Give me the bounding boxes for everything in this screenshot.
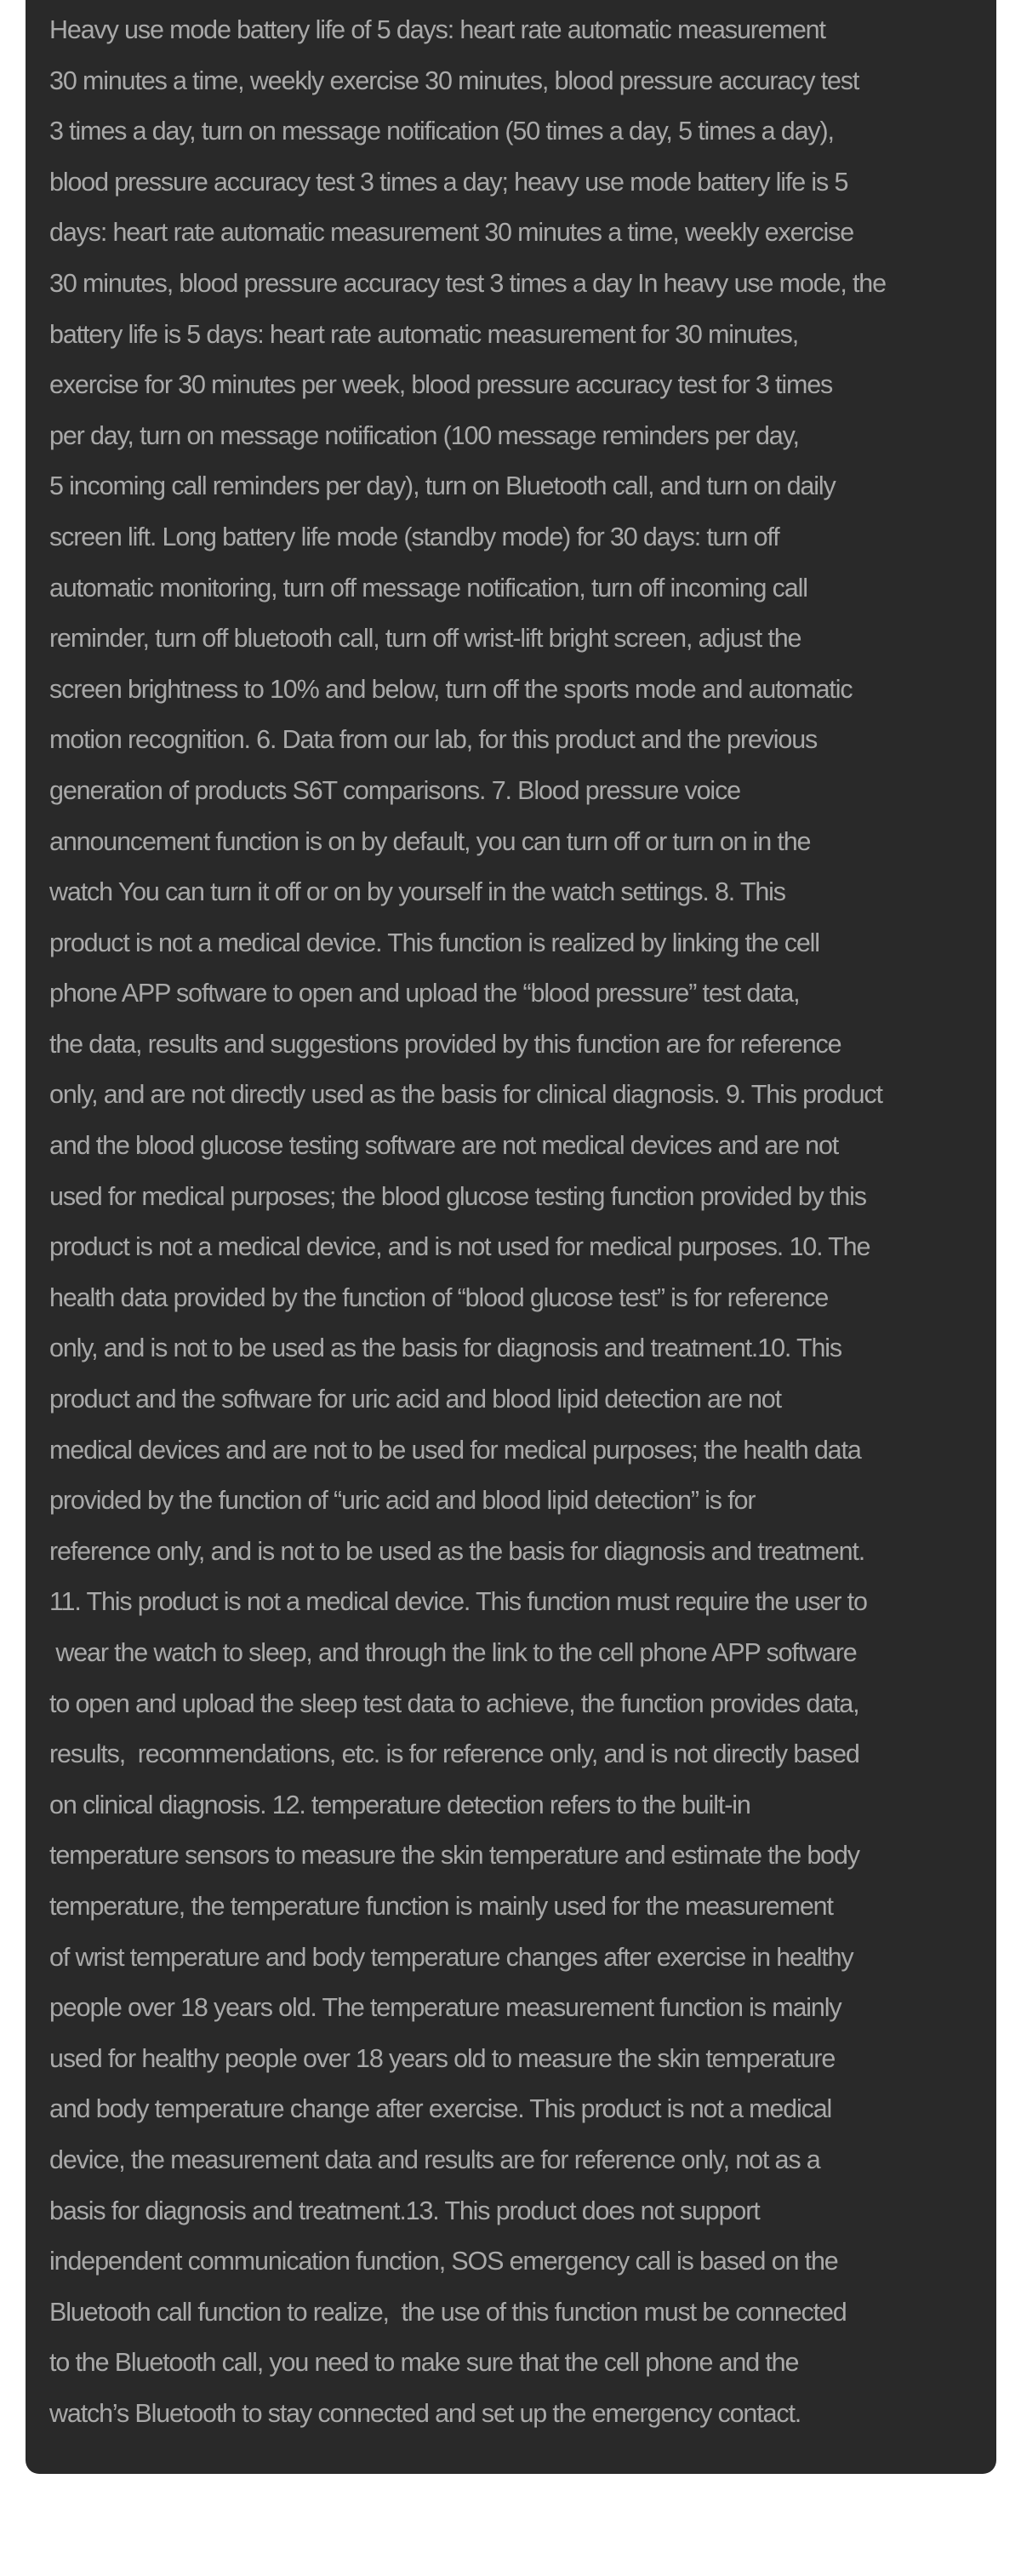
disclaimer-panel: [26, 0, 996, 2474]
disclaimer-text: Heavy use mode battery life of 5 days: heart rate automatic measurement 30 minutes a time, weekly exercise 30 minutes, blood pressure accuracy test 3 times a day, turn on message notification (50 times a day, 5 times a day), blood pressure accuracy test 3 times a day; heavy use mode battery life is 5 days: heart rate automatic measurement 30 minutes a time, weekly exercise 30 minutes, blood pressure accuracy test 3 times a day In heavy use mode, the battery life is 5 days: heart rate automatic measurement for 30 minutes, exercise for 30 minutes per week, blood pressure accuracy test for 3 times per day, turn on message notification (100 message reminders per day, 5 incoming call reminders per day), turn on Bluetooth call, and turn on daily screen lift. Long battery life mode (standby mode) for 30 days: turn off automatic monitoring, turn off message notification, turn off incoming call reminder, turn off bluetooth call, turn off wrist-lift bright screen, adjust the screen brightness to 10% and below, turn off the sports mode and automatic motion recognition. 6. Data from our lab, for this product and the previous generation of products S6T comparisons. 7. Blood pressure voice announcement function is on by default, you can turn off or turn on in the watch You can turn it off or on by yourself in the watch settings. 8. This product is not a medical device. This function is realized by linking the cell phone APP software to open and upload the “blood pressure” test data, the data, results and suggestions provided by this function are for reference only, and are not directly used as the basis for clinical diagnosis. 9. This product and the blood glucose testing software are not medical devices and are not used for medical purposes; the blood glucose testing function provided by this product is not a medical device, and is not used for medical purposes. 10. The health data provided by the function of “blood glucose test” is for reference only, and is not to be used as the basis for diagnosis and treatment.10. This product and the software for uric acid and blood lipid detection are not medical devices and are not to be used for medical purposes; the health data provided by the function of “uric acid and blood lipid detection” is for reference only, and is not to be used as the basis for diagnosis and treatment. 11. This product is not a medical device. This function must require the user to wear the watch to sleep, and through the link to the cell phone APP software to open and upload the sleep test data to achieve, the function provides data, results, recommendations, etc. is for reference only, and is not directly based on clinical diagnosis. 12. temperature detection refers to the built-in temperature sensors to measure the skin temperature and estimate the body temperature, the temperature function is mainly used for the measurement of wrist temperature and body temperature changes after exercise in healthy people over 18 years old. The temperature measurement function is mainly used for healthy people over 18 years old to measure the skin temperature and body temperature change after exercise. This product is not a medical device, the measurement data and results are for reference only, not as a basis for diagnosis and treatment.13. This product does not support independent communication function, SOS emergency call is based on the Bluetooth call function to realize, the use of this function must be connected to the Bluetooth call, you need to make sure that the cell phone and the watch’s Bluetooth to stay connected and set up the emergency contact.: [49, 15, 886, 2428]
